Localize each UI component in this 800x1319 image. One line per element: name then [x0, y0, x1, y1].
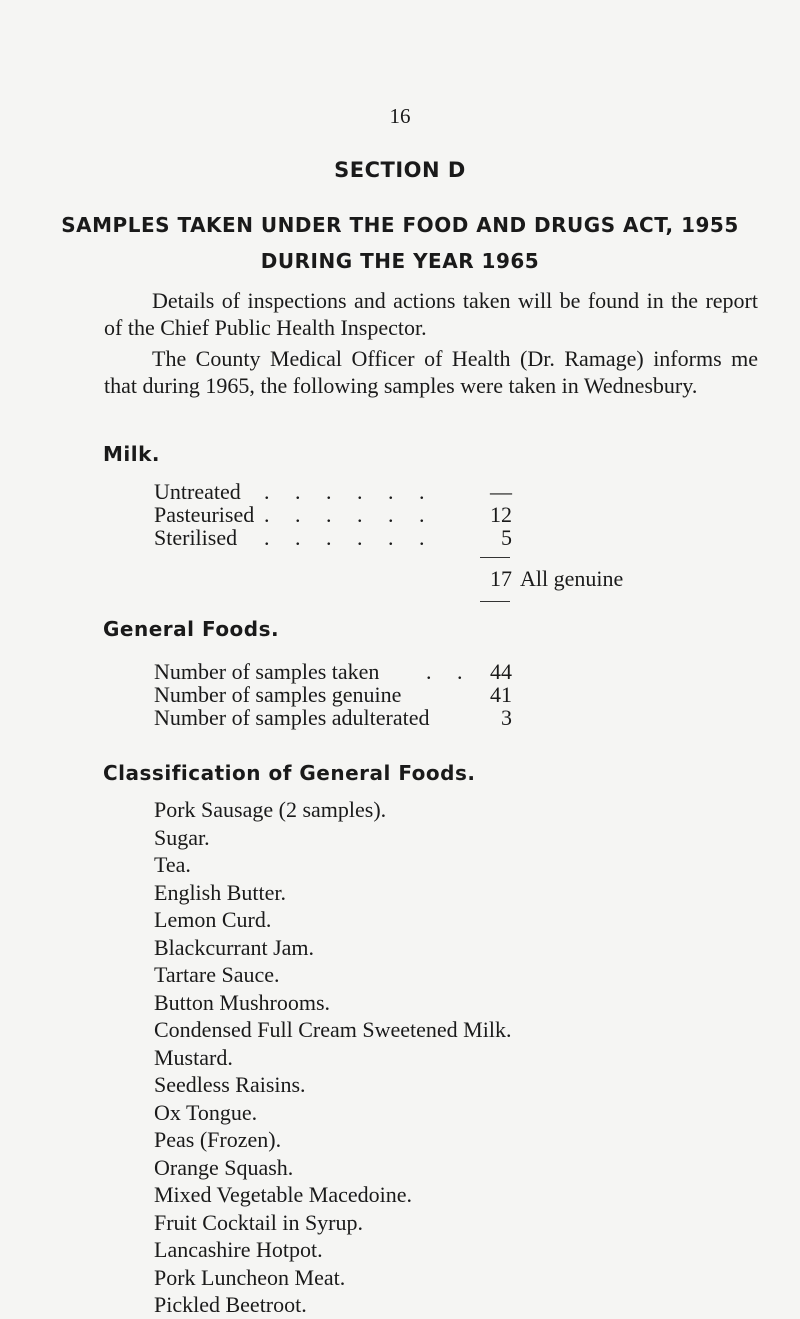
row-value: —	[490, 479, 512, 504]
list-item: Sugar.	[154, 824, 210, 850]
row-label: Number of samples genuine	[154, 682, 402, 707]
paragraph-text: Details of inspections and actions taken will be found in the report of the Chief Public Health Inspector.	[104, 288, 758, 340]
milk-heading: Milk.	[103, 442, 161, 466]
list-item: English Butter.	[154, 879, 286, 905]
list-item: Tartare Sauce.	[154, 962, 280, 987]
classification-list	[154, 796, 511, 1319]
list-item: Peas (Frozen).	[154, 1127, 282, 1152]
milk-total-note: All genuine	[520, 566, 624, 591]
list-item: Orange Squash.	[154, 1154, 294, 1180]
leader-dots: . . . . . .	[264, 502, 435, 527]
list-item: Button Mushrooms.	[154, 989, 331, 1015]
intro-paragraph-1	[104, 287, 758, 341]
row-label: Sterilised	[154, 525, 238, 550]
list-item: Pork Sausage (2 samples).	[154, 797, 387, 822]
list-item: Tea.	[154, 852, 191, 877]
row-label: Untreated	[154, 479, 241, 504]
paragraph-text: The County Medical Officer of Health (Dr. Ramage) informs me that during 1965, the following samples were taken in Wednesbury.	[104, 346, 758, 398]
list-item: Pickled Beetroot.	[154, 1292, 307, 1317]
row-value: 41	[490, 682, 512, 707]
leader-dots: . .	[426, 659, 473, 684]
title-line-2: DURING THE YEAR 1965	[260, 249, 540, 273]
sum-rule-bottom	[480, 601, 510, 602]
title-line-1: SAMPLES TAKEN UNDER THE FOOD AND DRUGS ACT, 1955	[61, 213, 739, 237]
milk-total-value: 17	[490, 566, 512, 591]
general-foods-heading: General Foods.	[103, 617, 280, 641]
row-value: 12	[490, 502, 512, 527]
row-label: Number of samples adulterated	[154, 705, 430, 730]
row-label: Pasteurised	[154, 502, 255, 527]
list-item: Mixed Vegetable Macedoine.	[154, 1182, 413, 1207]
page-number: 16	[389, 104, 411, 128]
classification-heading: Classification of General Foods.	[103, 761, 476, 785]
leader-dots: . . . . . .	[264, 525, 435, 550]
intro-paragraph-2	[104, 345, 758, 399]
list-item: Ox Tongue.	[154, 1099, 258, 1125]
leader-dots: . . . . . .	[264, 479, 435, 504]
section-title: SECTION D	[334, 158, 466, 182]
list-item: Seedless Raisins.	[154, 1072, 306, 1097]
list-item: Condensed Full Cream Sweetened Milk.	[154, 1017, 512, 1042]
milk-row	[154, 524, 512, 551]
list-item: Lemon Curd.	[154, 907, 272, 932]
document-title	[0, 207, 800, 279]
list-item: Pork Luncheon Meat.	[154, 1264, 346, 1290]
sum-rule-top	[480, 557, 510, 558]
list-item: Fruit Cocktail in Syrup.	[154, 1209, 363, 1235]
row-value: 44	[490, 659, 512, 684]
list-item: Blackcurrant Jam.	[154, 934, 315, 960]
general-foods-row	[154, 704, 512, 731]
row-value: 3	[501, 705, 512, 730]
row-value: 5	[501, 525, 512, 550]
row-label: Number of samples taken	[154, 659, 380, 684]
list-item: Mustard.	[154, 1044, 233, 1070]
list-item: Lancashire Hotpot.	[154, 1237, 323, 1262]
